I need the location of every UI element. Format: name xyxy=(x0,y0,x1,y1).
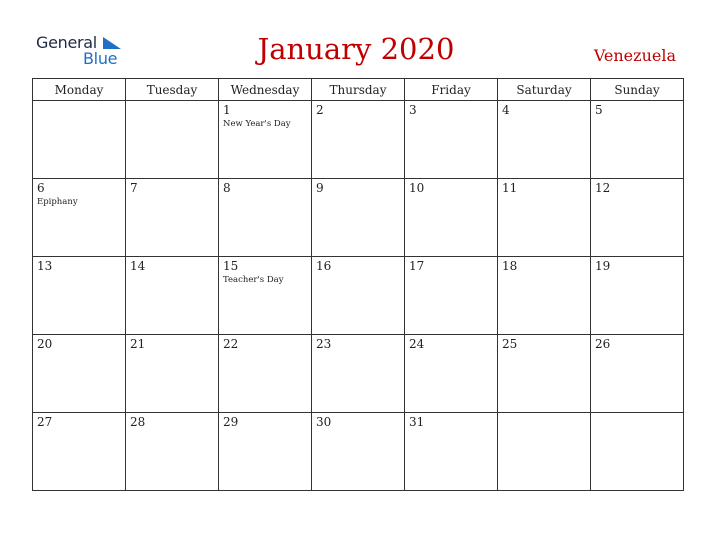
day-cell xyxy=(219,179,312,257)
day-cell xyxy=(405,101,498,179)
day-number: 7 xyxy=(130,181,138,195)
day-cell xyxy=(126,257,219,335)
day-cell xyxy=(33,101,126,179)
day-number: 16 xyxy=(316,259,332,273)
day-number: 31 xyxy=(409,415,425,429)
day-number: 20 xyxy=(37,337,53,351)
day-cell xyxy=(33,179,126,257)
week-row xyxy=(33,335,684,413)
holiday-label: Teacher's Day xyxy=(223,275,284,285)
day-number xyxy=(33,101,125,104)
day-cell xyxy=(219,257,312,335)
day-cell xyxy=(126,179,219,257)
day-cell xyxy=(498,413,591,491)
day-cell xyxy=(498,179,591,257)
day-number: 21 xyxy=(130,337,146,351)
day-cell xyxy=(591,101,684,179)
day-number: 25 xyxy=(502,337,518,351)
day-number: 10 xyxy=(409,181,425,195)
day-number: 6 xyxy=(37,181,45,195)
day-number: 5 xyxy=(595,103,603,117)
day-cell xyxy=(33,257,126,335)
week-row xyxy=(33,179,684,257)
day-cell xyxy=(126,413,219,491)
day-cell xyxy=(33,413,126,491)
day-cell xyxy=(405,335,498,413)
day-number: 9 xyxy=(316,181,324,195)
day-cell xyxy=(498,101,591,179)
day-number: 27 xyxy=(37,415,53,429)
holiday-label: Epiphany xyxy=(37,197,78,207)
day-cell xyxy=(312,101,405,179)
day-cell xyxy=(405,413,498,491)
weekday-header-row xyxy=(33,79,684,101)
day-number: 26 xyxy=(595,337,611,351)
country-label: Venezuela xyxy=(593,46,676,65)
day-number: 1 xyxy=(223,103,231,117)
day-number: 22 xyxy=(223,337,239,351)
weekday-header: Monday xyxy=(33,79,126,101)
day-number: 24 xyxy=(409,337,425,351)
day-number: 8 xyxy=(223,181,231,195)
day-number: 30 xyxy=(316,415,332,429)
day-cell xyxy=(312,413,405,491)
day-number: 4 xyxy=(502,103,510,117)
holiday-label: New Year's Day xyxy=(223,119,291,129)
day-number: 15 xyxy=(223,259,239,273)
day-cell xyxy=(498,335,591,413)
week-row xyxy=(33,257,684,335)
weekday-header: Saturday xyxy=(498,79,591,101)
day-number xyxy=(126,101,218,104)
day-number: 11 xyxy=(502,181,518,195)
logo-general-text: General xyxy=(36,33,97,52)
day-cell xyxy=(591,257,684,335)
weekday-header: Wednesday xyxy=(219,79,312,101)
day-cell xyxy=(312,257,405,335)
day-cell xyxy=(405,257,498,335)
day-number: 28 xyxy=(130,415,146,429)
day-number xyxy=(498,413,590,416)
day-number: 14 xyxy=(130,259,146,273)
day-cell xyxy=(405,179,498,257)
day-number xyxy=(591,413,683,416)
weekday-header: Sunday xyxy=(591,79,684,101)
page-title: January 2020 xyxy=(257,32,455,66)
day-number: 12 xyxy=(595,181,611,195)
day-cell xyxy=(33,335,126,413)
day-number: 29 xyxy=(223,415,239,429)
day-number: 2 xyxy=(316,103,324,117)
weekday-header: Thursday xyxy=(312,79,405,101)
logo-blue-text: Blue xyxy=(83,49,118,68)
day-cell xyxy=(219,413,312,491)
day-cell xyxy=(591,335,684,413)
day-cell xyxy=(591,179,684,257)
day-number: 17 xyxy=(409,259,425,273)
day-cell xyxy=(126,101,219,179)
day-cell xyxy=(591,413,684,491)
day-cell xyxy=(312,179,405,257)
week-row xyxy=(33,413,684,491)
day-number: 18 xyxy=(502,259,518,273)
day-cell xyxy=(219,101,312,179)
day-cell xyxy=(126,335,219,413)
day-number: 19 xyxy=(595,259,611,273)
weekday-header: Friday xyxy=(405,79,498,101)
day-number: 13 xyxy=(37,259,53,273)
week-row xyxy=(33,101,684,179)
day-cell xyxy=(219,335,312,413)
day-cell xyxy=(498,257,591,335)
day-number: 3 xyxy=(409,103,417,117)
day-number: 23 xyxy=(316,337,332,351)
weekday-header: Tuesday xyxy=(126,79,219,101)
calendar-grid xyxy=(32,78,684,491)
day-cell xyxy=(312,335,405,413)
